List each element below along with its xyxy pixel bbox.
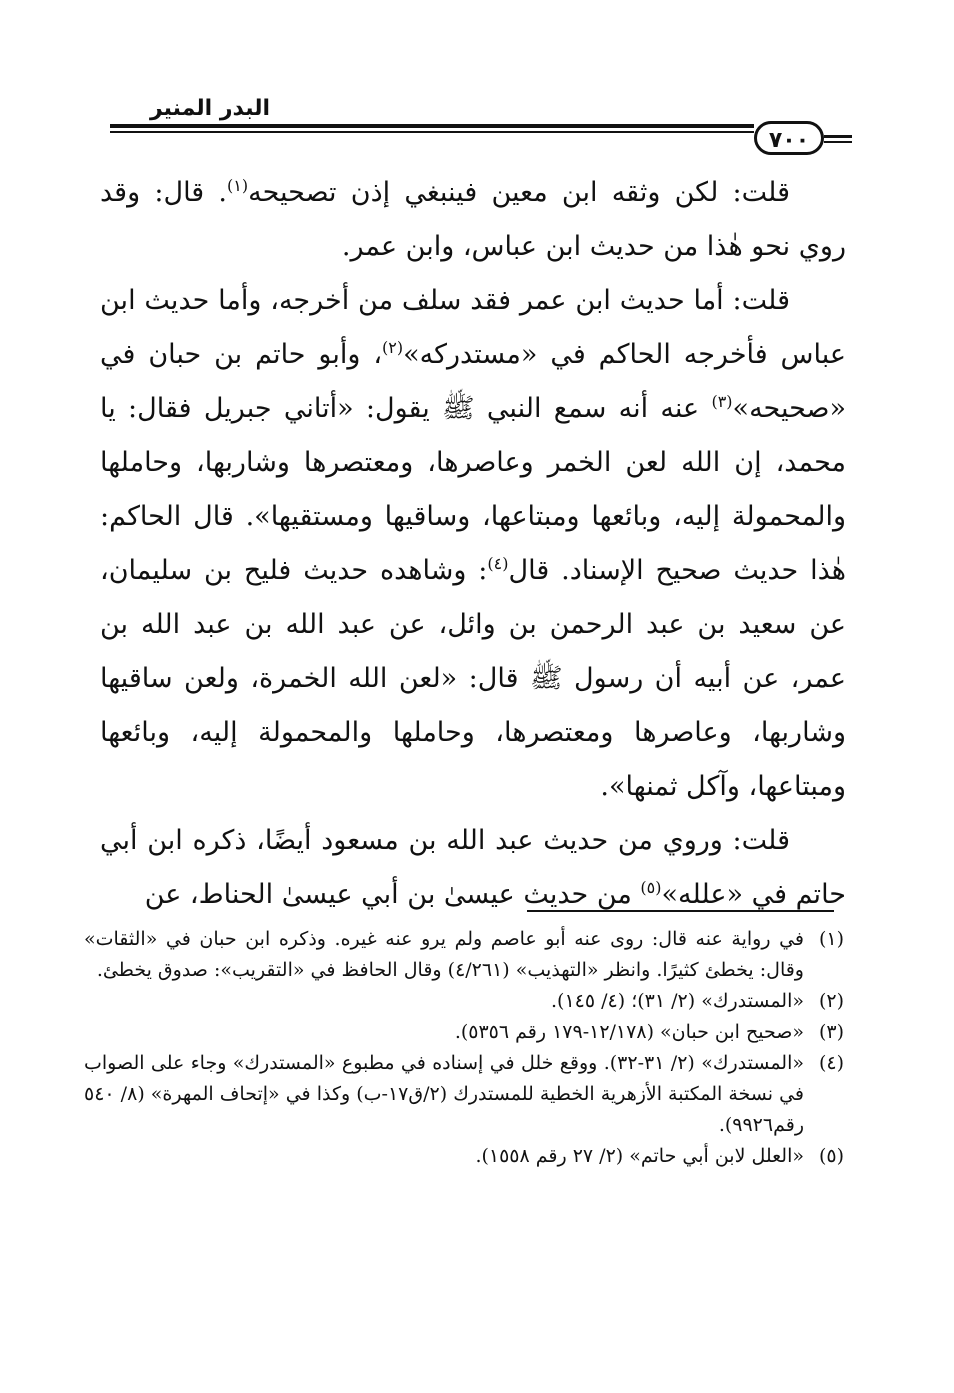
footnote-text: «العلل لابن أبي حاتم» (٢/ ٢٧ رقم ١٥٥٨).: [475, 1145, 804, 1167]
footnote-text: «المستدرك» (٢/ ٣١-٣٢). ووقع خلل في إسناده في مطبوع «المستدرك» وجاء على الصواب في نسخة المكتبة الأزهرية الخطية للمستدرك (٢/ق١٧-ب) وكذا في «إتحاف المهرة» (٨/ ٥٤٠ رقم٩٩٢٦).: [84, 1052, 804, 1136]
footnote-number: (٣): [818, 1021, 844, 1043]
text-run: عنه أنه سمع النبي ﷺ يقول: «أتاني جبريل فقال: يا محمد، إن الله لعن الخمر وعاصرها، ومعتصرها وشاربها، وحاملها والمحمولة إليه، وبائعها ومبتاعها، وساقيها ومستقيها». قال الحاكم: هٰذا حديث صحيح الإسناد. قال: [100, 393, 846, 586]
footnote-4: [84, 1048, 844, 1141]
footnote-ref-1: (١): [227, 176, 249, 195]
footnote-number: (٤): [818, 1052, 844, 1074]
footnote-1: [84, 924, 844, 986]
footnote-number: (٥): [818, 1145, 844, 1167]
paragraph-1: [100, 166, 846, 274]
footnote-ref-3: (٣): [711, 392, 733, 411]
footnote-5: [84, 1141, 844, 1172]
footnote-separator: [527, 910, 834, 912]
footnote-text: في رواية عنه قال: روى عنه أبو عاصم ولم يرو عنه غيره. وذكره ابن حبان في «الثقات» وقال: يخطئ كثيرًا. وانظر «التهذيب» (٤/٢٦١) وقال الحافظ في «التقريب»: صدوق يخطئ.: [84, 928, 804, 981]
header-rule-thin: [110, 131, 754, 133]
main-text: [100, 166, 846, 922]
text-run: : وشاهده حديث فليح بن سليمان، عن سعيد بن عبد الرحمن بن وائل، عن عبد الله بن عبد الله بن عمر، عن أبيه أن رسول ﷺ قال: «لعن الله الخمرة، ولعن ساقيها وشاربها، وعاصرها ومعتصرها، وحاملها والمحمولة إليه، وبائعها ومبتاعها، وآكل ثمنها».: [100, 555, 846, 802]
header-rule-right-2: [824, 141, 852, 143]
paragraph-2: [100, 274, 846, 814]
footnote-text: «المستدرك» (٢/ ٣١)؛ (٤/ ١٤٥).: [551, 990, 804, 1012]
footnote-3: [84, 1017, 844, 1048]
footnote-2: [84, 986, 844, 1017]
text-run: ، وأبو حاتم بن حبان في «صحيحه»: [100, 339, 846, 424]
footnote-ref-2: (٢): [382, 338, 404, 357]
header-rule-thick: [110, 124, 754, 128]
text-run: قلت: أما حديث ابن عمر فقد سلف من أخرجه، وأما حديث ابن عباس فأخرجه الحاكم في «مستدركه»: [100, 285, 846, 370]
footnote-ref-4: (٤): [487, 554, 509, 573]
footnote-number: (٢): [818, 990, 844, 1012]
text-run: . قال: وقد روي نحو هٰذا من حديث ابن عباس، وابن عمر.: [100, 177, 846, 262]
text-run: من حديث عيسىٰ بن أبي عيسىٰ الحناط، عن: [144, 879, 641, 910]
footnote-number: (١): [818, 928, 844, 950]
footnote-ref-5: (٥): [640, 878, 662, 897]
header-rule-right-1: [824, 135, 852, 138]
paragraph-3: [100, 814, 846, 922]
text-run: قلت: لكن وثقه ابن معين فينبغي إذن تصحيحه: [248, 177, 791, 208]
footnotes: [84, 924, 844, 1172]
footnote-text: «صحيح ابن حبان» (١٢/١٧٨-١٧٩ رقم ٥٣٥٦).: [454, 1021, 804, 1043]
running-header-title: البدر المنير: [150, 96, 271, 121]
text-run: قلت: وروي من حديث عبد الله بن مسعود أيضًا، ذكره ابن أبي حاتم في «علله»: [100, 825, 846, 910]
page-number: ٧٠٠: [754, 121, 824, 155]
